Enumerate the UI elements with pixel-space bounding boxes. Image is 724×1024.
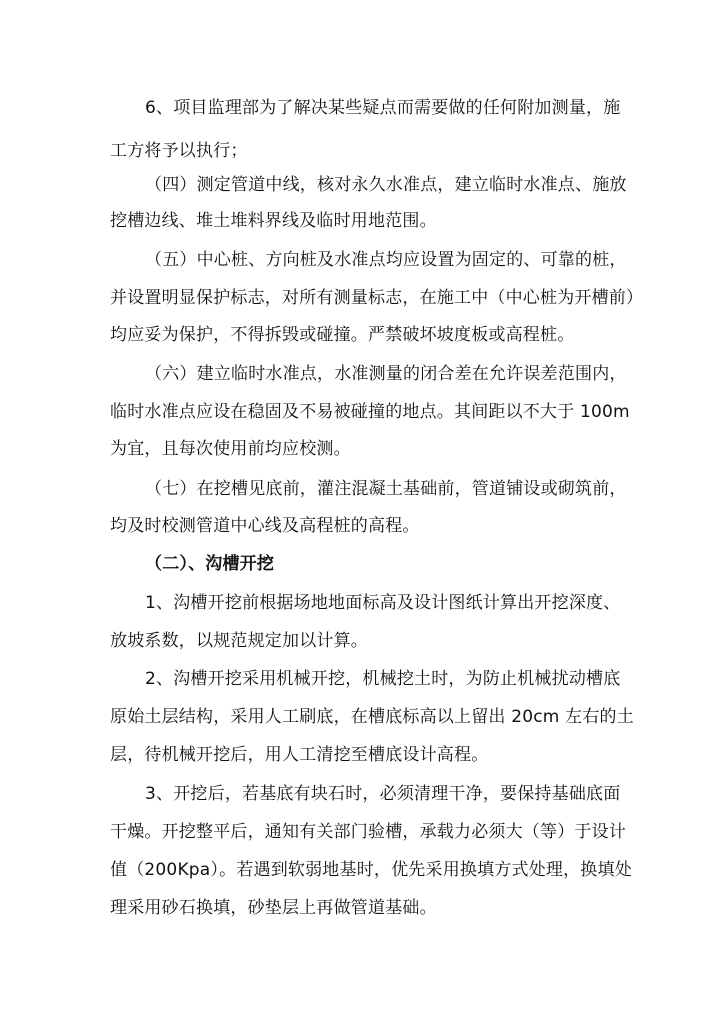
- item-3-line-2: 干燥。开挖整平后，通知有关部门验槽，承载力必须大（等）于设计: [110, 822, 626, 842]
- paragraph-7-line-1: （七）在挖槽见底前，灌注混凝土基础前，管道铺设或砌筑前，: [145, 479, 627, 499]
- item-3-line-4: 理采用砂石换填，砂垫层上再做管道基础。: [110, 898, 437, 918]
- paragraph-6b-line-2: 临时水准点应设在稳固及不易被碰撞的地点。其间距以不大于 100m: [110, 402, 630, 422]
- paragraph-5-line-1: （五）中心桩、方向桩及水准点均应设置为固定的、可靠的桩，: [145, 250, 627, 270]
- paragraph-4-line-2: 挖槽边线、堆土堆料界线及临时用地范围。: [110, 211, 437, 231]
- item-3-line-3: 值（200Kpa）。若遇到软弱地基时，优先采用换填方式处理，换填处: [110, 860, 632, 880]
- paragraph-6-line-2: 工方将予以执行；: [110, 141, 248, 161]
- paragraph-7-line-2: 均及时校测管道中心线及高程桩的高程。: [110, 516, 420, 536]
- paragraph-6b-line-3: 为宜，且每次使用前均应校测。: [110, 439, 351, 459]
- item-3-line-1: 3、开挖后，若基底有块石时，必须清理干净，要保持基础底面: [145, 784, 621, 804]
- paragraph-4-line-1: （四）测定管道中线，核对永久水准点，建立临时水准点、施放: [145, 175, 627, 195]
- item-2-line-2: 原始土层结构，采用人工刷底，在槽底标高以上留出 20cm 左右的土: [110, 707, 634, 727]
- item-1-line-2: 放坡系数，以规范规定加以计算。: [110, 631, 368, 651]
- item-2-line-3: 层，待机械开挖后，用人工清挖至槽底设计高程。: [110, 745, 489, 765]
- section-heading: （二）、沟槽开挖: [145, 554, 275, 574]
- item-2-line-1: 2、沟槽开挖采用机械开挖，机械挖土时，为防止机械扰动槽底: [145, 669, 621, 689]
- paragraph-5-line-3: 均应妥为保护，不得拆毁或碰撞。严禁破坏坡度板或高程桩。: [110, 325, 575, 345]
- paragraph-5-line-2: 并设置明显保护标志，对所有测量标志，在施工中（中心桩为开槽前）: [110, 288, 644, 308]
- paragraph-6-line-1: 6、项目监理部为了解决某些疑点而需要做的任何附加测量，施: [145, 98, 621, 118]
- paragraph-6b-line-1: （六）建立临时水准点，水准测量的闭合差在允许误差范围内，: [145, 364, 627, 384]
- item-1-line-1: 1、沟槽开挖前根据场地地面标高及设计图纸计算出开挖深度、: [145, 593, 621, 613]
